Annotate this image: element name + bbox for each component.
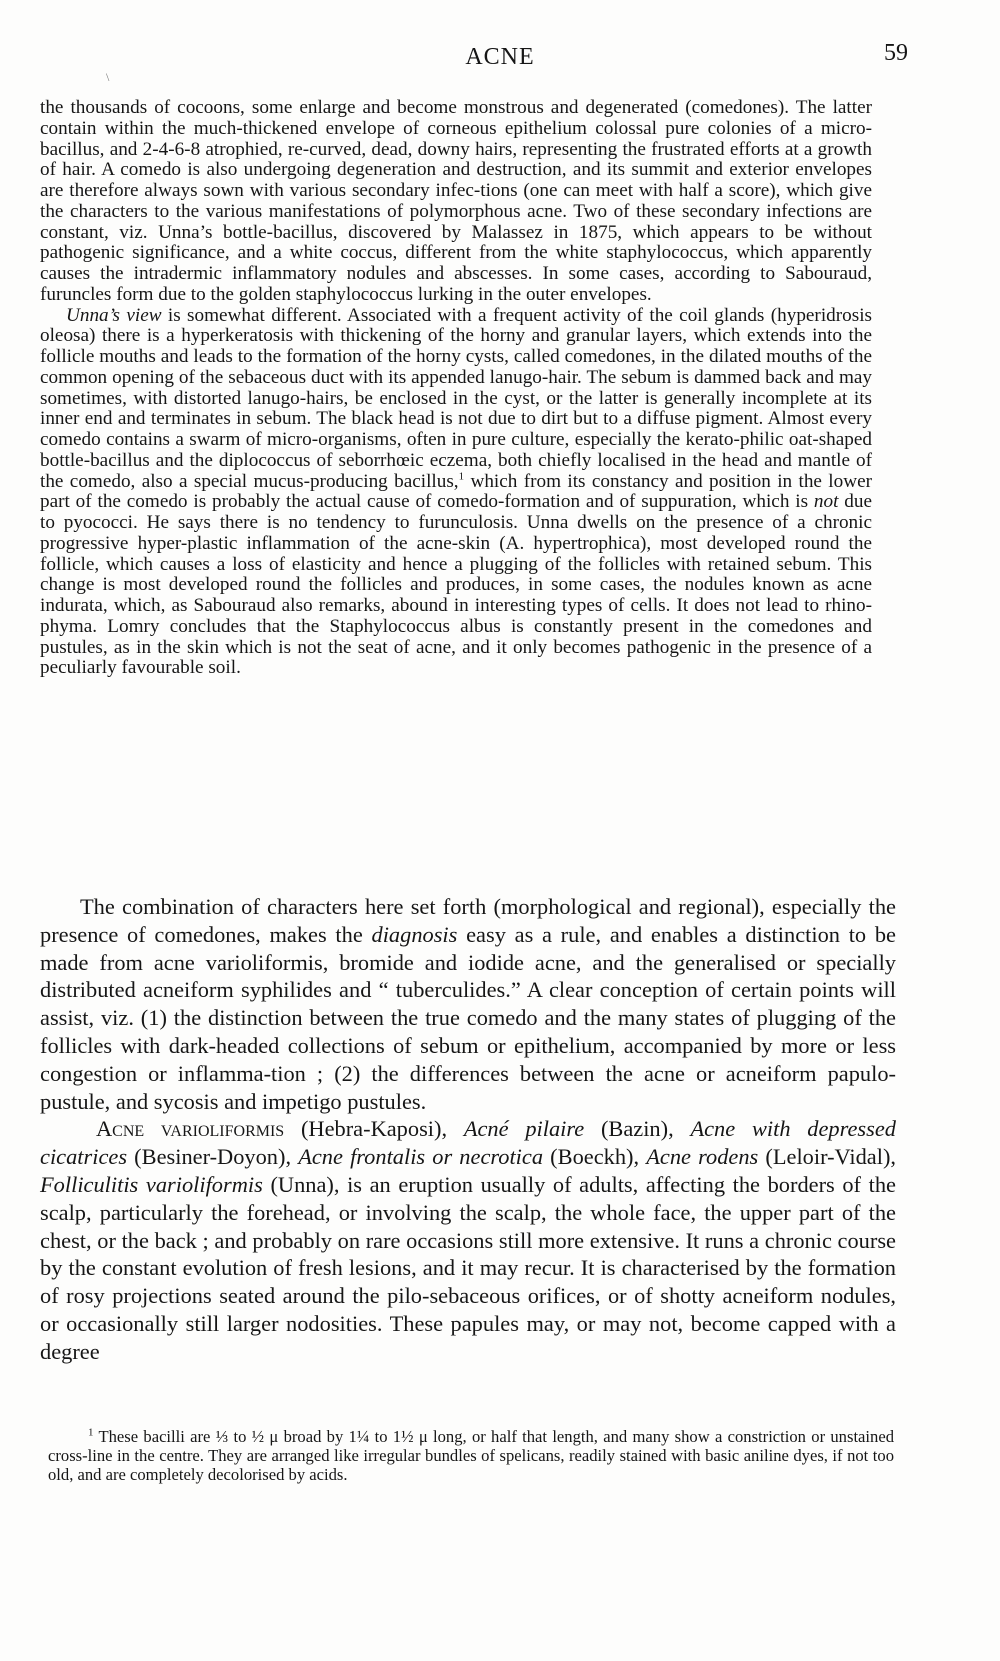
footnote-marker: 1 (88, 1426, 94, 1439)
small-paragraph-2-part-c: due to pyococci. He says there is no tendency to furunculosis. Unna dwells on the presence of a chronic progressive hyper-plastic inflammation of the acne-skin (A. hypertrophica), most developed round the follicle, which causes a loss of elasticity and hence a plugging of the follicles with retained sebum. This change is most developed round the follicles and produces, in some cases, the nodules known as acne indurata, which, as Sabouraud also remarks, abound in interesting types of cells. It does not lead to rhino-phyma. Lomry concludes that the Staphylococcus albus is constantly present in the comedones and pustules, as in the skin which is not the seat of acne, and it only becomes pathogenic in the presence of a peculiarly favourable soil. (40, 491, 872, 679)
acne-varioliformis-part-a: (Hebra-Kaposi), (284, 1116, 464, 1142)
acne-varioliformis-part-f: (Unna), is an eruption usually of adults, affecting the borders of the scalp, particularly the forehead, or involving the scalp, the whole face, the upper part of the chest, or the back ; and probably on rare occasions still more extensive. It runs a chronic course by the constant evolution of fresh lesions, and it may recur. It is characterised by the formation of rosy projections seated around the pilo-sebaceous orifices, or of shotty acneiform nodules, or occasionally still larger nodosities. These papules may, or may not, become capped with a degree (40, 1171, 896, 1364)
small-paragraph-2 (40, 306, 872, 680)
diagnosis-paragraph-part-b: easy as a rule, and enables a distinction to be made from acne varioliformis, bromide and iodide acne, and the generalised or specially distributed acneiform syphilides and “ tuberculides.” A clear conception of certain points will assist, viz. (1) the distinction between the true comedo and the many states of plugging of the follicles with dark-headed collections of sebum or epithelium, accompanied by more or less congestion or inflamma-tion ; (2) the differences between the acne or acneiform papulo-pustule, and sycosis and impetigo pustules. (40, 921, 896, 1114)
diagnosis-paragraph (40, 893, 896, 1115)
acne-varioliformis-paragraph (40, 1115, 896, 1365)
main-text-section (40, 893, 896, 1366)
diagnosis-term: diagnosis (371, 921, 458, 947)
small-paragraph-2-part-a: is somewhat different. Associated with a frequent activity of the coil glands (hyperidrosis oleosa) there is a hyperkeratosis with thickening of the horny and granular layers, which extends into the follicle mouths and leads to the formation of the horny cysts, called comedones, in the dilated mouths of the common opening of the sebaceous duct with its appended lanugo-hair. The sebum is dammed back and may sometimes, with distorted lanugo-hairs, be enclosed in the cyst, or the latter is generally incomplete at its inner end and terminates in sebum. The black head is not due to dirt but to a diffuse pigment. Almost every comedo contains a swarm of micro-organisms, often in pure culture, especially the kerato-philic oat-shaped bottle-bacillus and the diplococcus of seborrhœic eczema, both chiefly localised in the head and mantle of the comedo, also a special mucus-producing bacillus, (40, 304, 872, 492)
running-title: ACNE (465, 44, 535, 70)
footnote-text: These bacilli are ⅓ to ½ μ broad by 1¼ to 1½ μ long, or half that length, and many show a constriction or unstained cross-line in the centre. They are arranged like irregular bundles of spelicans, readily stained with basic aniline dyes, if not too old, and are completely decolorised by acids. (48, 1427, 894, 1484)
footnote-reference: 1 (458, 470, 465, 483)
emphasis-not: not (813, 491, 839, 513)
small-paragraph-2-part-b: which from its constancy and position in the lower part of the comedo is probably the actual cause of comedo-formation and of suppuration, which is (40, 470, 872, 513)
running-head (0, 40, 1000, 84)
synonym-folliculitis: Folliculitis varioliformis (40, 1171, 263, 1197)
synonym-acne-rodens: Acne rodens (646, 1144, 759, 1170)
footnote-1 (48, 1428, 894, 1484)
stray-mark: \ (106, 70, 110, 84)
small-print-section (40, 98, 872, 679)
synonym-acne-pilaire: Acné pilaire (463, 1116, 585, 1142)
footnotes (48, 1428, 894, 1484)
diagnosis-paragraph-part-a: The combination of characters here set forth (morphological and regional), especially the presence of comedones, makes the (40, 894, 896, 947)
small-paragraph-1: the thousands of cocoons, some enlarge and become monstrous and degenerated (comedones). The latter contain within the much-thickened envelope of corneous epithelium colossal pure colonies of a micro-bacillus, and 2-4-6-8 atrophied, re-curved, dead, downy hairs, representing the frustrated efforts at a growth of hair. A comedo is also undergoing degeneration and destruction, and its summit and exterior envelopes are therefore always sown with various secondary infec-tions (one can meet with half a score), which give the characters to the various manifestations of polymorphous acne. Two of these secondary infections are constant, viz. Unna’s bottle-bacillus, discovered by Malassez in 1875, which appears to be without pathogenic significance, and a white coccus, different from the white staphylococcus, which apparently causes the intradermic inflammatory nodules and abscesses. In some cases, according to Sabouraud, furuncles form due to the golden staphylococcus lurking in the outer envelopes. (40, 97, 872, 305)
synonym-depressed-cicatrices: Acne with depressed cicatrices (40, 1116, 896, 1170)
unnas-view-lead: Unna’s view (66, 304, 162, 326)
acne-varioliformis-heading: Acne varioliformis (96, 1116, 285, 1142)
synonym-acne-frontalis: Acne frontalis or necrotica (298, 1144, 544, 1170)
acne-varioliformis-part-e: (Leloir-Vidal), (758, 1144, 897, 1170)
acne-varioliformis-part-c: (Besiner-Doyon), (127, 1144, 299, 1170)
acne-varioliformis-part-b: (Bazin), (584, 1116, 691, 1142)
page-number: 59 (884, 40, 908, 66)
acne-varioliformis-part-d: (Boeckh), (543, 1144, 647, 1170)
